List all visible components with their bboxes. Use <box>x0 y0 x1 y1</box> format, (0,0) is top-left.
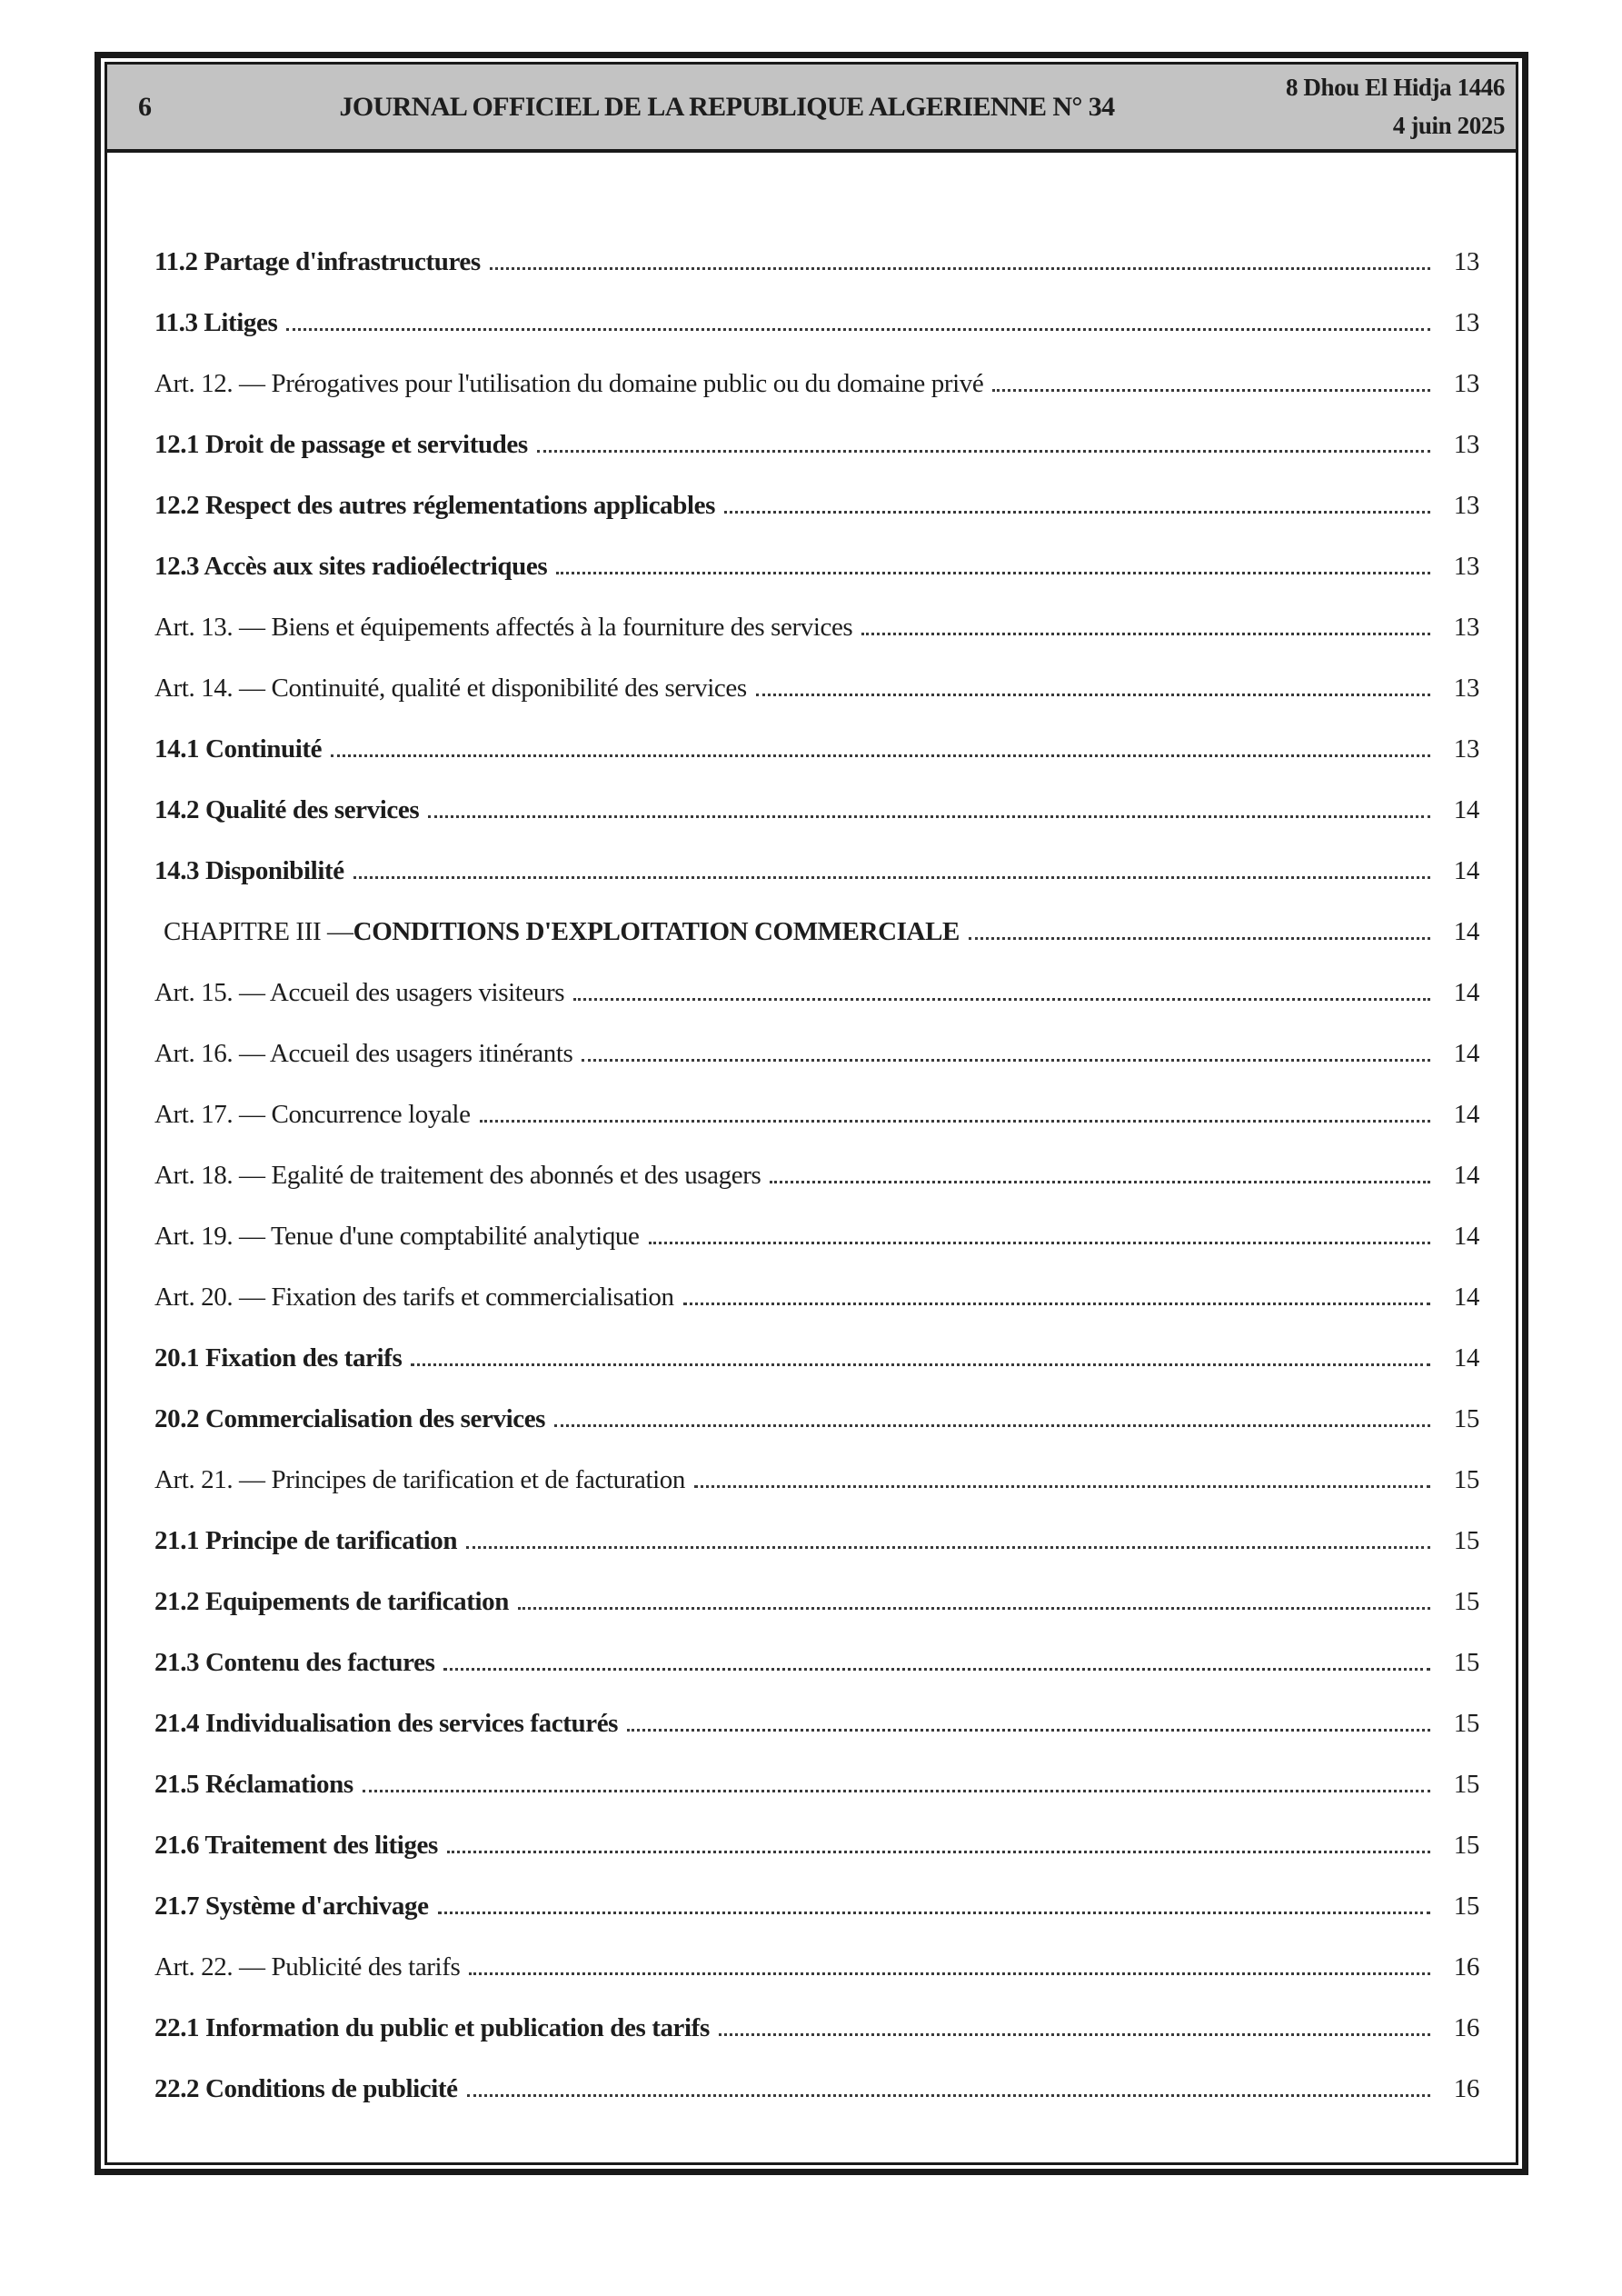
toc-entry <box>154 704 1479 764</box>
toc-entry <box>154 825 1479 886</box>
toc-entry-page: 15 <box>1453 1587 1479 1616</box>
toc-entry-page: 14 <box>1453 795 1479 824</box>
toc-entry-label: Art. 19. — Tenue d'une comptabilité analytique <box>154 1222 640 1251</box>
toc-entry-label: Art. 16. — Accueil des usagers itinérants <box>154 1039 573 1068</box>
toc-entry-page: 13 <box>1453 674 1479 703</box>
dotted-leader <box>537 450 1430 453</box>
toc-entry-label: 21.2 Equipements de tarification <box>154 1587 509 1616</box>
toc-entry-label: 22.1 Information du public et publication des tarifs <box>154 2013 710 2042</box>
dotted-leader <box>480 1120 1430 1123</box>
dotted-leader <box>469 1972 1430 1975</box>
toc-entry-page: 13 <box>1453 552 1479 581</box>
table-of-contents <box>107 153 1516 2162</box>
toc-entry <box>154 1556 1479 1617</box>
toc-entry-page: 14 <box>1453 856 1479 885</box>
dotted-leader <box>467 2094 1430 2097</box>
dotted-leader <box>411 1363 1430 1366</box>
toc-entry-label: 20.1 Fixation des tarifs <box>154 1343 403 1373</box>
toc-entry-label: 11.3 Litiges <box>154 308 278 337</box>
toc-entry <box>154 1008 1479 1069</box>
dotted-leader <box>363 1790 1430 1792</box>
toc-entry <box>154 947 1479 1008</box>
toc-entry <box>154 1678 1479 1739</box>
dotted-leader <box>719 2033 1430 2036</box>
toc-entry <box>154 1495 1479 1556</box>
toc-entry-label: Art. 18. — Egalité de traitement des abonnés et des usagers <box>154 1161 761 1190</box>
toc-entry-label: 12.2 Respect des autres réglementations applicables <box>154 491 716 520</box>
toc-entry <box>154 643 1479 704</box>
toc-entry-page: 16 <box>1453 2013 1479 2042</box>
toc-entry-page: 13 <box>1453 430 1479 459</box>
toc-entry-page: 13 <box>1453 308 1479 337</box>
toc-entry-label: 11.2 Partage d'infrastructures <box>154 247 481 276</box>
toc-entry-label: CONDITIONS D'EXPLOITATION COMMERCIALE <box>353 917 960 946</box>
dotted-leader <box>286 328 1430 331</box>
toc-entry-label: Art. 13. — Biens et équipements affectés à la fourniture des services <box>154 613 853 642</box>
toc-entry <box>154 338 1479 399</box>
toc-entry-chapter-prefix: CHAPITRE III — <box>164 917 353 946</box>
gregorian-date: 4 juin 2025 <box>1392 111 1505 139</box>
toc-entry <box>154 1739 1479 1800</box>
toc-entry-label: 14.3 Disponibilité <box>154 856 344 885</box>
toc-entry <box>154 2043 1479 2104</box>
toc-entry-label: 21.6 Traitement des litiges <box>154 1831 438 1860</box>
dotted-leader <box>428 815 1430 818</box>
toc-entry-label: 20.2 Commercialisation des services <box>154 1404 546 1433</box>
toc-entry-page: 13 <box>1453 734 1479 764</box>
toc-entry <box>154 1313 1479 1373</box>
dotted-leader <box>992 389 1430 392</box>
dotted-leader <box>443 1668 1430 1671</box>
toc-entry-label: Art. 22. — Publicité des tarifs <box>154 1952 461 1982</box>
toc-entry-page: 15 <box>1453 1465 1479 1494</box>
toc-entry <box>154 886 1479 947</box>
toc-entry-label: 21.5 Réclamations <box>154 1770 353 1799</box>
toc-entry-page: 15 <box>1453 1648 1479 1677</box>
toc-entry-page: 14 <box>1453 1222 1479 1251</box>
dotted-leader <box>331 754 1430 757</box>
toc-entry-label: 21.3 Contenu des factures <box>154 1648 435 1677</box>
dotted-leader <box>861 633 1430 635</box>
toc-entry-label: 21.1 Principe de tarification <box>154 1526 458 1555</box>
toc-entry <box>154 1191 1479 1252</box>
page-number: 6 <box>138 91 152 122</box>
toc-entry-page: 13 <box>1453 369 1479 398</box>
toc-entry-page: 14 <box>1453 1283 1479 1312</box>
toc-entry-label: 21.4 Individualisation des services facturés <box>154 1709 619 1738</box>
toc-entry-label: Art. 20. — Fixation des tarifs et commercialisation <box>154 1283 674 1312</box>
dotted-leader <box>438 1912 1430 1914</box>
dotted-leader <box>724 511 1430 514</box>
toc-entry-page: 15 <box>1453 1526 1479 1555</box>
toc-entry <box>154 1130 1479 1191</box>
toc-entry-page: 15 <box>1453 1404 1479 1433</box>
toc-entry-page: 14 <box>1453 978 1479 1007</box>
toc-entry <box>154 1069 1479 1130</box>
toc-entry-page: 15 <box>1453 1831 1479 1860</box>
toc-entry-page: 13 <box>1453 613 1479 642</box>
toc-entry-page: 13 <box>1453 247 1479 276</box>
toc-entry <box>154 582 1479 643</box>
toc-entry-label: 14.2 Qualité des services <box>154 795 420 824</box>
dotted-leader <box>683 1303 1430 1305</box>
toc-entry <box>154 1617 1479 1678</box>
toc-entry <box>154 1861 1479 1922</box>
toc-entry-page: 16 <box>1453 2074 1479 2103</box>
toc-entry-label: 14.1 Continuité <box>154 734 323 764</box>
journal-title: JOURNAL OFFICIEL DE LA REPUBLIQUE ALGERIENNE N° 34 <box>339 91 1115 122</box>
toc-entry <box>154 1252 1479 1313</box>
dotted-leader <box>556 572 1430 574</box>
dotted-leader <box>649 1242 1430 1244</box>
toc-entry <box>154 521 1479 582</box>
toc-entry-label: Art. 21. — Principes de tarification et de facturation <box>154 1465 685 1494</box>
toc-entry-label: 12.1 Droit de passage et servitudes <box>154 430 528 459</box>
toc-entry-label: 22.2 Conditions de publicité <box>154 2074 458 2103</box>
toc-entry-page: 15 <box>1453 1892 1479 1921</box>
dotted-leader <box>756 694 1430 696</box>
toc-entry <box>154 1434 1479 1495</box>
frame-inner <box>104 62 1518 2165</box>
toc-entry <box>154 764 1479 825</box>
hijri-date: 8 Dhou El Hidja 1446 <box>1285 73 1505 101</box>
toc-entry-label: 12.3 Accès aux sites radioélectriques <box>154 552 548 581</box>
dotted-leader <box>627 1729 1430 1732</box>
toc-entry <box>154 460 1479 521</box>
toc-entry <box>154 1982 1479 2043</box>
toc-entry <box>154 1800 1479 1861</box>
dotted-leader <box>573 998 1430 1001</box>
dotted-leader <box>770 1181 1430 1183</box>
toc-entry <box>154 399 1479 460</box>
toc-entry <box>154 277 1479 338</box>
dotted-leader <box>518 1607 1430 1610</box>
toc-entry-page: 15 <box>1453 1770 1479 1799</box>
toc-entry-page: 14 <box>1453 917 1479 946</box>
page-frame <box>95 52 1528 2175</box>
dotted-leader <box>447 1851 1430 1853</box>
toc-entry-label: 21.7 Système d'archivage <box>154 1892 429 1921</box>
toc-entry-page: 16 <box>1453 1952 1479 1982</box>
toc-entry <box>154 1373 1479 1434</box>
toc-entry <box>154 1922 1479 1982</box>
toc-entry-page: 14 <box>1453 1100 1479 1129</box>
issue-dates <box>1207 69 1507 145</box>
toc-entry-label: Art. 15. — Accueil des usagers visiteurs <box>154 978 565 1007</box>
dotted-leader <box>969 937 1430 940</box>
toc-entry-page: 13 <box>1453 491 1479 520</box>
toc-entry-page: 14 <box>1453 1343 1479 1373</box>
toc-entry-label: Art. 12. — Prérogatives pour l'utilisation du domaine public ou du domaine privé <box>154 369 984 398</box>
toc-entry-page: 14 <box>1453 1161 1479 1190</box>
dotted-leader <box>554 1424 1430 1427</box>
toc-entry-label: Art. 14. — Continuité, qualité et disponibilité des services <box>154 674 747 703</box>
toc-entry-page: 14 <box>1453 1039 1479 1068</box>
toc-entry <box>154 216 1479 277</box>
journal-header <box>107 65 1516 153</box>
toc-entry-page: 15 <box>1453 1709 1479 1738</box>
dotted-leader <box>582 1059 1430 1062</box>
dotted-leader <box>353 876 1430 879</box>
toc-entry-label: Art. 17. — Concurrence loyale <box>154 1100 471 1129</box>
dotted-leader <box>490 267 1430 270</box>
dotted-leader <box>466 1546 1430 1549</box>
dotted-leader <box>694 1485 1430 1488</box>
